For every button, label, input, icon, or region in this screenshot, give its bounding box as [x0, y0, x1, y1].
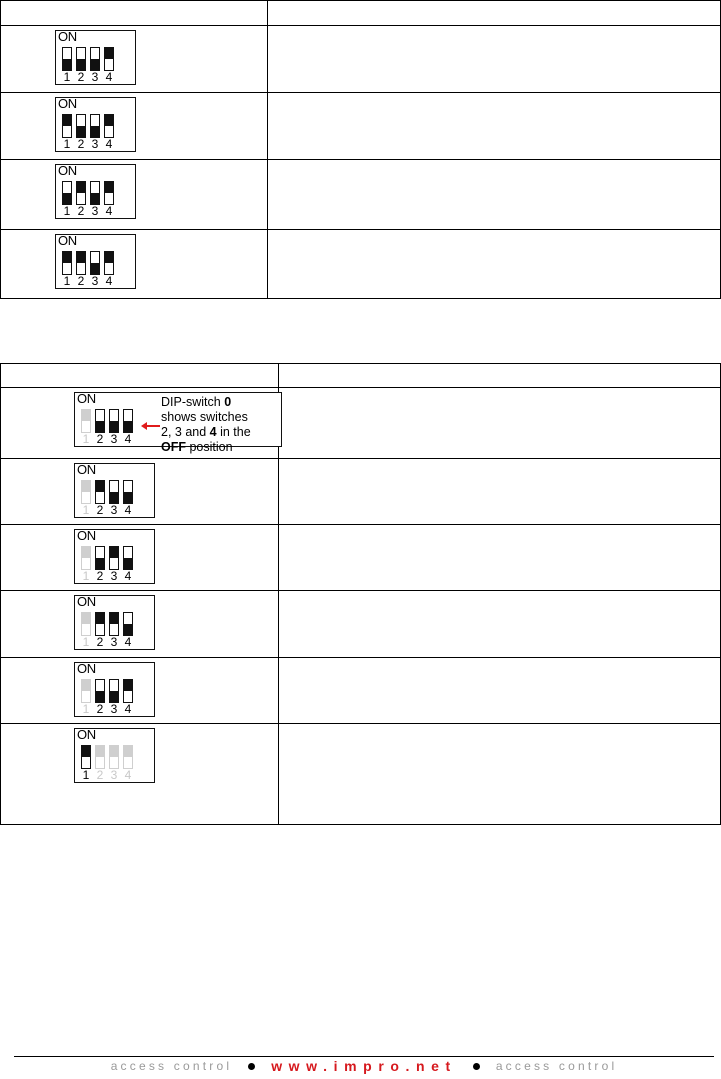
switch-number-label: 3 — [110, 635, 118, 649]
switch-number-label: 1 — [63, 274, 71, 288]
table-row — [1, 658, 721, 724]
switch-knob — [91, 263, 99, 274]
red-arrowhead-icon — [141, 422, 147, 430]
dip-switch-1 — [81, 745, 91, 769]
dip-image-cell — [1, 388, 279, 459]
switch-number-label: 1 — [82, 569, 90, 583]
switch-number-label: 1 — [82, 503, 90, 517]
on-label: ON — [77, 391, 96, 406]
dip-switch-1 — [81, 612, 91, 636]
switch-number-label: 2 — [96, 768, 104, 782]
dip-switch-3 — [109, 409, 119, 433]
dip-switch-graphic — [74, 595, 155, 650]
on-label: ON — [77, 462, 96, 477]
dip-switch-3 — [90, 114, 100, 138]
description-cell — [268, 160, 721, 230]
switch-number-label: 3 — [91, 204, 99, 218]
dip-switch-graphic — [74, 463, 155, 518]
switch-knob — [91, 193, 99, 204]
switch-number-label: 3 — [110, 569, 118, 583]
footer — [14, 1059, 714, 1073]
switch-knob — [96, 481, 104, 492]
dip-image-cell — [1, 591, 279, 658]
table-row — [1, 93, 721, 160]
footer-right-text: access control — [495, 1059, 618, 1073]
dip-image-cell — [1, 230, 268, 299]
switch-knob — [82, 680, 90, 691]
description-cell — [279, 459, 721, 525]
switch-knob — [82, 481, 90, 492]
dip-switch-2 — [95, 409, 105, 433]
switch-number-label: 2 — [96, 432, 104, 446]
switch-knob — [96, 746, 104, 757]
table-row — [1, 26, 721, 93]
callout-bold-zero: 0 — [224, 395, 232, 409]
dip-switch-1 — [81, 409, 91, 433]
switch-number-label: 3 — [91, 137, 99, 151]
on-label: ON — [77, 594, 96, 609]
dip-switch-graphic — [55, 30, 136, 85]
switch-knob — [91, 59, 99, 70]
switch-number-label: 3 — [110, 503, 118, 517]
switch-knob — [105, 182, 113, 193]
switch-knob — [105, 48, 113, 59]
table-header-row — [1, 364, 721, 388]
switch-number-label: 4 — [105, 204, 113, 218]
table-row — [1, 459, 721, 525]
callout-line3: 2, 3 and — [161, 425, 210, 439]
callout-bold-off: OFF — [161, 440, 186, 454]
description-cell — [279, 525, 721, 591]
switch-knob — [96, 421, 104, 432]
dip-switch-4 — [104, 114, 114, 138]
switch-number-label: 4 — [124, 702, 132, 716]
dip-switch-2 — [76, 181, 86, 205]
dip-switch-2 — [76, 114, 86, 138]
dip-switch-graphic — [74, 529, 155, 584]
switch-number-label: 2 — [96, 635, 104, 649]
description-cell — [268, 26, 721, 93]
switch-knob — [110, 691, 118, 702]
dip-switch-table-2 — [0, 363, 721, 825]
switch-knob — [105, 252, 113, 263]
on-label: ON — [58, 96, 77, 111]
dip-switch-3 — [90, 181, 100, 205]
switch-knob — [77, 252, 85, 263]
switch-knob — [63, 115, 71, 126]
switch-knob — [124, 624, 132, 635]
table-row — [1, 388, 721, 459]
dip-switch-graphic — [74, 662, 155, 717]
callout-line3-suffix: in the — [216, 425, 251, 439]
switch-knob — [96, 558, 104, 569]
switch-number-label: 3 — [110, 432, 118, 446]
table-header-row — [1, 1, 721, 26]
dip-switch-2 — [95, 679, 105, 703]
dip-image-cell — [1, 525, 279, 591]
dip-switch-3 — [109, 679, 119, 703]
dip-switch-1 — [62, 47, 72, 71]
switch-knob — [77, 126, 85, 137]
switch-number-label: 1 — [63, 204, 71, 218]
on-label: ON — [58, 233, 77, 248]
table-row — [1, 525, 721, 591]
dip-switch-4 — [104, 251, 114, 275]
dip-switch-graphic — [55, 234, 136, 289]
description-cell — [279, 591, 721, 658]
switch-number-label: 3 — [91, 70, 99, 84]
switch-knob — [105, 115, 113, 126]
callout-bold-four: 4 — [209, 425, 217, 439]
switch-knob — [124, 680, 132, 691]
switch-knob — [91, 126, 99, 137]
table-row — [1, 230, 721, 299]
switch-number-label: 2 — [96, 569, 104, 583]
switch-knob — [63, 59, 71, 70]
switch-number-label: 2 — [77, 274, 85, 288]
dip-image-cell — [1, 724, 279, 825]
switch-knob — [63, 252, 71, 263]
footer-left-text: access control — [110, 1059, 233, 1073]
dip-switch-2 — [95, 480, 105, 504]
bullet-icon — [248, 1063, 255, 1070]
header-cell — [268, 1, 721, 26]
dip-image-cell — [1, 93, 268, 160]
switch-knob — [124, 746, 132, 757]
switch-number-label: 1 — [82, 635, 90, 649]
footer-rule — [14, 1056, 714, 1057]
switch-number-label: 1 — [63, 137, 71, 151]
on-label: ON — [77, 661, 96, 676]
switch-knob — [110, 547, 118, 558]
switch-number-label: 2 — [96, 503, 104, 517]
on-label: ON — [58, 163, 77, 178]
switch-number-label: 4 — [124, 503, 132, 517]
switch-knob — [110, 421, 118, 432]
switch-knob — [96, 613, 104, 624]
switch-knob — [63, 193, 71, 204]
bullet-icon — [473, 1063, 480, 1070]
dip-switch-3 — [109, 546, 119, 570]
switch-knob — [110, 492, 118, 503]
switch-number-label: 2 — [77, 70, 85, 84]
switch-number-label: 4 — [124, 635, 132, 649]
dip-image-cell — [1, 26, 268, 93]
dip-switch-4 — [123, 480, 133, 504]
dip-switch-graphic — [55, 97, 136, 152]
dip-switch-graphic — [74, 728, 155, 783]
on-label: ON — [58, 29, 77, 44]
callout-line1: DIP-switch — [161, 395, 225, 409]
description-cell — [279, 388, 721, 459]
switch-number-label: 2 — [77, 204, 85, 218]
dip-switch-1 — [62, 181, 72, 205]
switch-knob — [110, 746, 118, 757]
description-cell — [279, 658, 721, 724]
dip-switch-4 — [123, 679, 133, 703]
header-cell — [1, 364, 279, 388]
description-cell — [268, 93, 721, 160]
table-row — [1, 160, 721, 230]
switch-number-label: 4 — [105, 70, 113, 84]
switch-number-label: 4 — [105, 274, 113, 288]
dip-switch-4 — [123, 745, 133, 769]
switch-knob — [77, 59, 85, 70]
switch-knob — [124, 492, 132, 503]
switch-number-label: 1 — [82, 768, 90, 782]
table-row — [1, 724, 721, 825]
switch-knob — [124, 421, 132, 432]
dip-switch-2 — [76, 251, 86, 275]
switch-number-label: 4 — [124, 432, 132, 446]
dip-switch-2 — [95, 612, 105, 636]
dip-switch-4 — [104, 181, 114, 205]
switch-number-label: 1 — [63, 70, 71, 84]
switch-number-label: 3 — [110, 768, 118, 782]
dip-switch-3 — [90, 251, 100, 275]
dip-switch-3 — [109, 612, 119, 636]
callout-line2: shows switches — [161, 410, 248, 424]
header-cell — [1, 1, 268, 26]
switch-knob — [124, 558, 132, 569]
dip-switch-4 — [104, 47, 114, 71]
dip-switch-1 — [81, 679, 91, 703]
switch-number-label: 4 — [105, 137, 113, 151]
switch-knob — [77, 182, 85, 193]
dip-switch-1 — [62, 251, 72, 275]
callout-line4-suffix: position — [186, 440, 233, 454]
switch-number-label: 3 — [91, 274, 99, 288]
switch-number-label: 1 — [82, 432, 90, 446]
switch-number-label: 2 — [77, 137, 85, 151]
dip-switch-3 — [109, 745, 119, 769]
footer-url-link[interactable]: www.impro.net — [271, 1058, 457, 1074]
dip-switch-2 — [95, 745, 105, 769]
header-cell — [279, 364, 721, 388]
on-label: ON — [77, 727, 96, 742]
switch-knob — [82, 547, 90, 558]
switch-knob — [82, 613, 90, 624]
dip-switch-4 — [123, 546, 133, 570]
dip-switch-2 — [95, 546, 105, 570]
dip-image-cell — [1, 160, 268, 230]
dip-switch-4 — [123, 409, 133, 433]
callout-text — [161, 395, 251, 455]
description-cell — [279, 724, 721, 825]
switch-number-label: 3 — [110, 702, 118, 716]
dip-switch-graphic — [55, 164, 136, 219]
switch-knob — [82, 410, 90, 421]
dip-switch-1 — [81, 480, 91, 504]
on-label: ON — [77, 528, 96, 543]
switch-number-label: 2 — [96, 702, 104, 716]
switch-number-label: 4 — [124, 569, 132, 583]
table-row — [1, 591, 721, 658]
dip-switch-4 — [123, 612, 133, 636]
switch-number-label: 4 — [124, 768, 132, 782]
dip-switch-1 — [62, 114, 72, 138]
dip-image-cell — [1, 459, 279, 525]
switch-knob — [110, 613, 118, 624]
dip-switch-3 — [90, 47, 100, 71]
dip-switch-table-1 — [0, 0, 721, 299]
description-cell — [268, 230, 721, 299]
dip-switch-3 — [109, 480, 119, 504]
switch-knob — [82, 746, 90, 757]
dip-switch-2 — [76, 47, 86, 71]
dip-image-cell — [1, 658, 279, 724]
switch-number-label: 1 — [82, 702, 90, 716]
dip-switch-1 — [81, 546, 91, 570]
switch-knob — [96, 691, 104, 702]
